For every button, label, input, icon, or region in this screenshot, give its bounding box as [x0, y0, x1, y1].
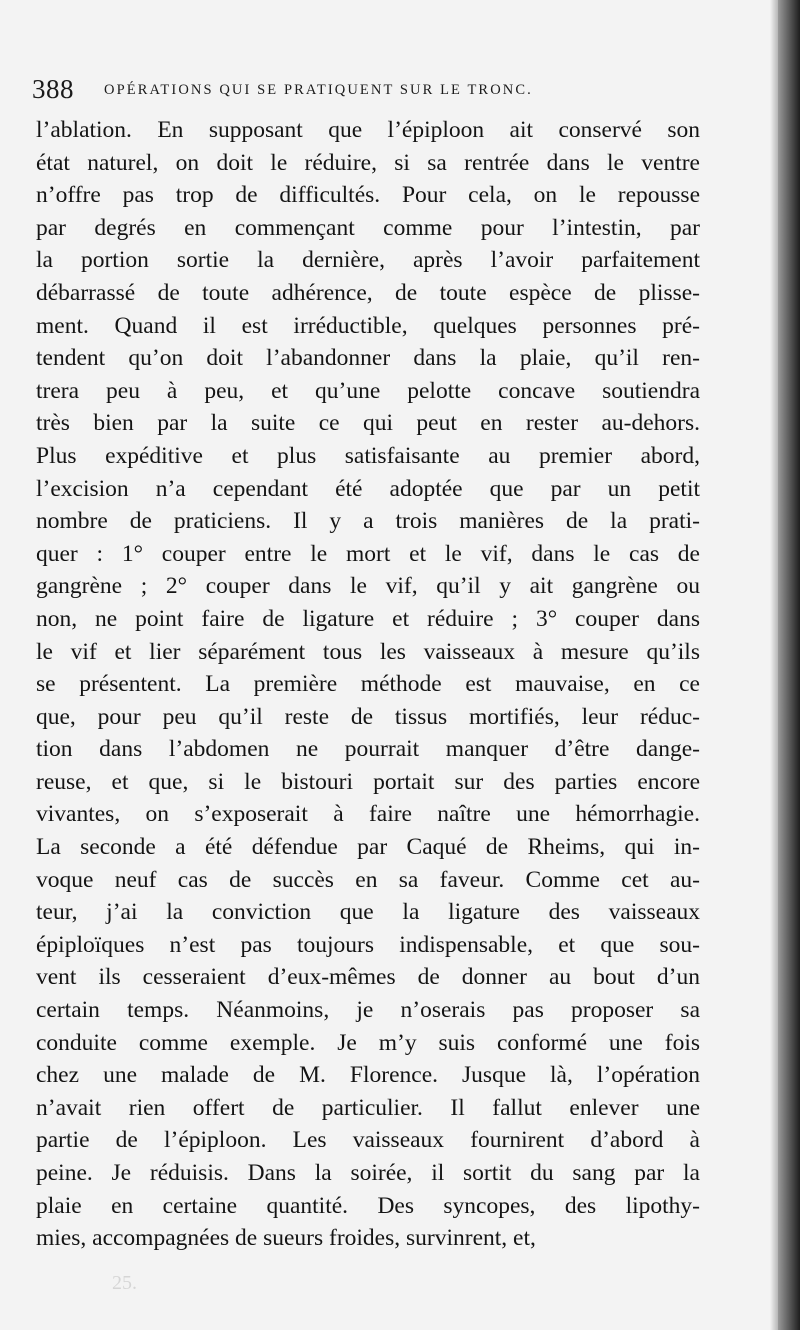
text-line: l’excision n’a cependant été adoptée que par un petit	[36, 475, 700, 502]
page-header	[32, 74, 732, 108]
text-line: gangrène ; 2° couper dans le vif, qu’il y ait gangrène ou	[36, 573, 700, 600]
text-line: nombre de praticiens. Il y a trois manières de la prati-	[36, 508, 700, 535]
text-line: trera peu à peu, et qu’une pelotte concave soutiendra	[36, 377, 700, 404]
text-line: mies, accompagnées de sueurs froides, survinrent, et,	[36, 1225, 536, 1252]
page-number: 388	[32, 74, 74, 104]
text-line: teur, j’ai la conviction que la ligature des vaisseaux	[36, 899, 700, 926]
text-line: le vif et lier séparément tous les vaisseaux à mesure qu’ils	[36, 638, 700, 665]
text-line: que, pour peu qu’il reste de tissus mortifiés, leur réduc-	[36, 703, 700, 730]
text-line: état naturel, on doit le réduire, si sa rentrée dans le ventre	[36, 149, 700, 176]
text-line: Plus expéditive et plus satisfaisante au premier abord,	[36, 442, 700, 469]
signature-mark: 25.	[112, 1272, 137, 1294]
text-line: peine. Je réduisis. Dans la soirée, il sortit du sang par la	[36, 1160, 700, 1186]
text-line: non, ne point faire de ligature et réduire ; 3° couper dans	[36, 605, 700, 632]
text-line: très bien par la suite ce qui peut en rester au-dehors.	[36, 410, 700, 437]
page-gutter-shadow	[770, 0, 778, 1330]
text-line: se présentent. La première méthode est mauvaise, en ce	[36, 671, 700, 698]
text-line: épiploïques n’est pas toujours indispensable, et que sou-	[36, 931, 700, 958]
text-line: vivantes, on s’exposerait à faire naître une hémorrhagie.	[36, 801, 700, 828]
body-text	[36, 114, 700, 1255]
text-line: voque neuf cas de succès en sa faveur. Comme cet au-	[36, 866, 700, 893]
text-line: débarrassé de toute adhérence, de toute espèce de plisse-	[36, 279, 700, 306]
text-line: reuse, et que, si le bistouri portait sur des parties encore	[36, 768, 700, 795]
page-edge	[778, 0, 800, 1330]
text-line: La seconde a été défendue par Caqué de Rheims, qui in-	[36, 834, 700, 861]
text-line: n’offre pas trop de difficultés. Pour cela, on le repousse	[36, 182, 700, 209]
text-line: tendent qu’on doit l’abandonner dans la plaie, qu’il ren-	[36, 345, 700, 372]
text-line: partie de l’épiploon. Les vaisseaux fournirent d’abord à	[36, 1127, 700, 1154]
text-line: ment. Quand il est irréductible, quelques personnes pré-	[36, 312, 700, 339]
text-line: vent ils cesseraient d’eux-mêmes de donner au bout d’un	[36, 964, 700, 991]
text-line: tion dans l’abdomen ne pourrait manquer d’être dange-	[36, 736, 700, 763]
text-line: certain temps. Néanmoins, je n’oserais pas proposer sa	[36, 997, 700, 1024]
text-line: chez une malade de M. Florence. Jusque là, l’opération	[36, 1062, 700, 1089]
text-line: quer : 1° couper entre le mort et le vif, dans le cas de	[36, 540, 700, 567]
text-line: plaie en certaine quantité. Des syncopes, des lipothy-	[36, 1192, 700, 1219]
text-line: la portion sortie la dernière, après l’avoir parfaitement	[36, 247, 700, 274]
running-title: OPÉRATIONS QUI SE PRATIQUENT SUR LE TRONC.	[104, 82, 533, 98]
text-line: n’avait rien offert de particulier. Il fallut enlever une	[36, 1094, 700, 1121]
text-line: conduite comme exemple. Je m’y suis conformé une fois	[36, 1029, 700, 1056]
text-line: par degrés en commençant comme pour l’intestin, par	[36, 214, 700, 241]
text-line: l’ablation. En supposant que l’épiploon ait conservé son	[36, 117, 700, 143]
